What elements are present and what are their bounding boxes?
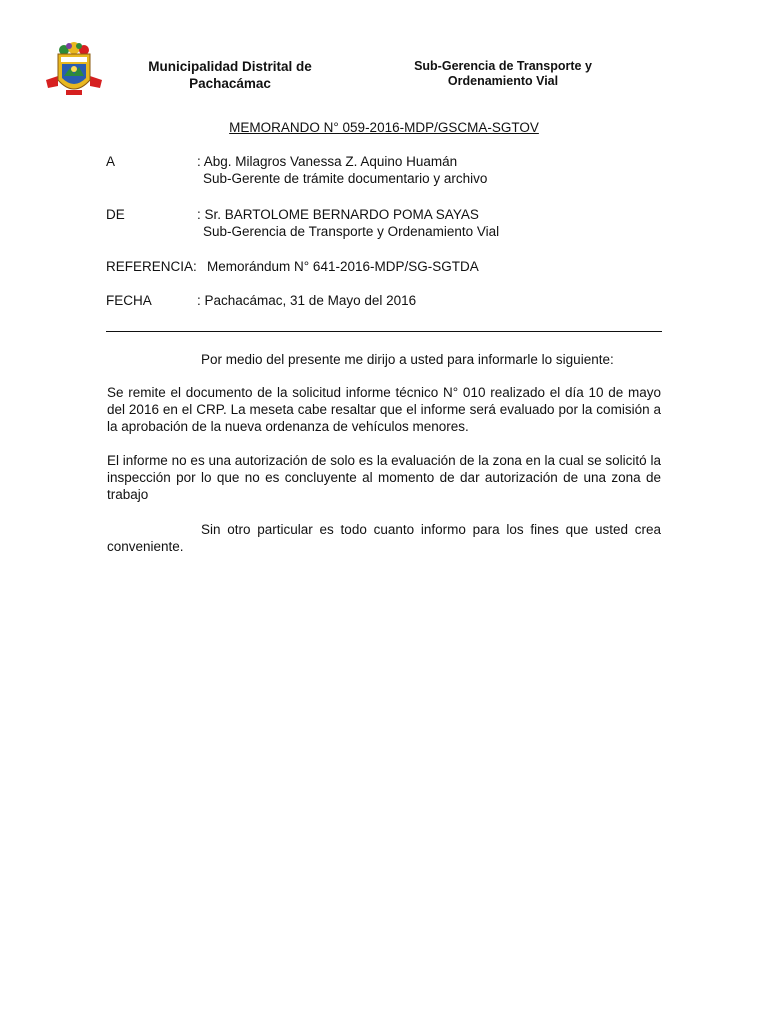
field-date-label: FECHA: [106, 293, 152, 308]
body-paragraph-1: Se remite el documento de la solicitud informe técnico N° 010 realizado el día 10 de mayo del 2016 en el CRP. La meseta cabe resaltar que el informe será evaluado por la comisión a la aprobación de la nueva ordenanza de vehículos menores.: [107, 385, 661, 434]
municipality-name: Municipalidad Distrital de Pachacámac: [148, 59, 312, 91]
divider-line: [106, 331, 662, 332]
field-date-value: : Pachacámac, 31 de Mayo del 2016: [197, 293, 417, 308]
field-to-label: A: [106, 154, 116, 169]
field-to-name: : Abg. Milagros Vanessa Z. Aquino Huamán: [197, 154, 458, 169]
field-reference-value: Memorándum N° 641-2016-MDP/SG-SGTDA: [207, 259, 479, 274]
field-reference-label: REFERENCIA:: [106, 259, 197, 274]
field-to-role: Sub-Gerente de trámite documentario y archivo: [203, 171, 488, 186]
municipal-crest-logo: [44, 42, 104, 102]
field-from-label: DE: [106, 207, 125, 222]
intro-paragraph: Por medio del presente me dirijo a usted para informarle lo siguiente:: [201, 352, 614, 367]
memo-title: MEMORANDO N° 059-2016-MDP/GSCMA-SGTOV: [229, 120, 539, 135]
field-from-role: Sub-Gerencia de Transporte y Ordenamiento Vial: [203, 224, 500, 239]
department-name: Sub-Gerencia de Transporte y Ordenamiento Vial: [414, 59, 592, 88]
body-paragraph-2: El informe no es una autorización de solo es la evaluación de la zona en la cual se solicitó la inspección por lo que no es concluyente al momento de dar autorización de una zona de trabajo: [107, 453, 661, 502]
field-from-name: : Sr. BARTOLOME BERNARDO POMA SAYAS: [197, 207, 479, 222]
closing-paragraph: Sin otro particular es todo cuanto informo para los fines que usted crea conveniente.: [107, 522, 661, 554]
